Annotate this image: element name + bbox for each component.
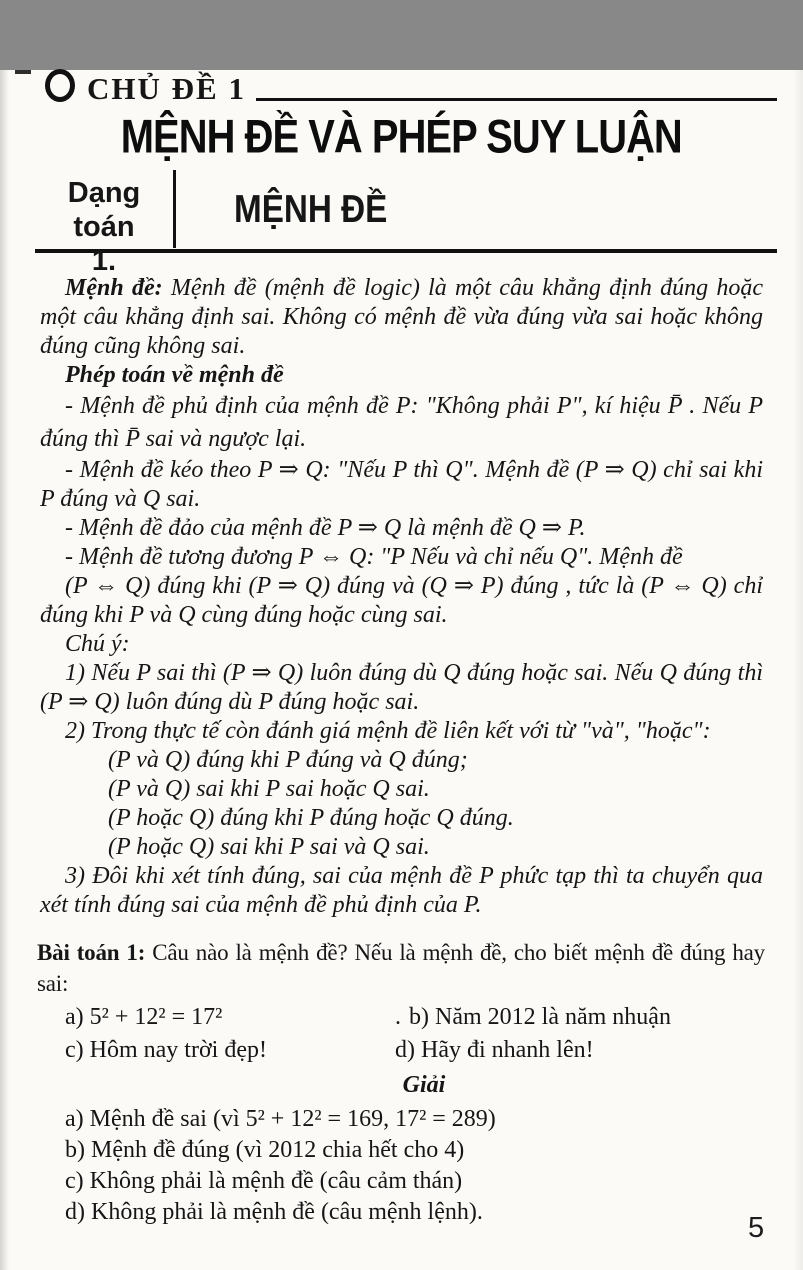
problem-type-label: Dạng toán — [67, 177, 141, 243]
chapter-underline — [256, 98, 777, 101]
problem-statement-text: Câu nào là mệnh đề? Nếu là mệnh đề, cho biết mệnh đề đúng hay sai: — [37, 940, 765, 996]
chapter-header — [45, 70, 777, 106]
solution-a: a) Mệnh đề sai (vì 5² + 12² = 169, 17² = 289) — [65, 1106, 496, 1132]
or-rule-false: (P hoặc Q) sai khi P sai và Q sai. — [108, 834, 430, 860]
textbook-page — [0, 70, 803, 1270]
solution-list — [37, 1104, 765, 1227]
equivalence-body: (P ⇔ Q) đúng khi (P ⇒ Q) đúng và (Q ⇒ P) đúng , tức là (P ⇔ Q) chỉ đúng khi P và Q cùng đúng hoặc cùng sai. — [40, 573, 763, 628]
and-rule-false: (P và Q) sai khi P sai hoặc Q sai. — [108, 776, 430, 802]
option-d: d) Hãy đi nhanh lên! — [395, 1037, 594, 1063]
option-a: a) 5² + 12² = 17² — [65, 1004, 223, 1030]
option-b-text: b) Năm 2012 là năm nhuận — [409, 1004, 671, 1030]
problem-block — [37, 937, 765, 1227]
problem-type-box — [35, 170, 173, 277]
scan-artifact-tick — [15, 70, 31, 74]
implication-paragraph: - Mệnh đề kéo theo P ⇒ Q: "Nếu P thì Q". Mệnh đề (P ⇒ Q) chỉ sai khi P đúng và Q sai. — [40, 457, 763, 512]
solution-b: b) Mệnh đề đúng (vì 2012 chia hết cho 4) — [65, 1137, 465, 1163]
chapter-bullet-icon — [45, 69, 75, 102]
option-b — [395, 1002, 765, 1033]
solution-d: d) Không phải là mệnh đề (câu mệnh lệnh). — [65, 1199, 483, 1225]
definition-label: Mệnh đề: — [65, 275, 163, 301]
problem-type-number: 1. — [91, 245, 117, 277]
section-title-text: MỆNH ĐỀ — [234, 188, 388, 231]
equivalence-intro: - Mệnh đề tương đương P ⇔ Q: "P Nếu và chỉ nếu Q". Mệnh đề — [65, 544, 683, 570]
scan-artifact-dot: . — [395, 1004, 401, 1030]
problem-options — [37, 1002, 765, 1066]
operations-heading: Phép toán về mệnh đề — [65, 362, 284, 388]
page-title — [0, 110, 803, 163]
note-2: 2) Trong thực tế còn đánh giá mệnh đề liên kết với từ "và", "hoặc": — [65, 718, 711, 744]
page-title-text: MỆNH ĐỀ VÀ PHÉP SUY LUẬN — [120, 110, 683, 163]
chapter-label: CHỦ ĐỀ 1 — [87, 71, 246, 106]
problem-label: Bài toán 1: — [37, 940, 146, 965]
section-header — [35, 170, 777, 277]
theory-block — [40, 274, 763, 920]
or-rule-true: (P hoặc Q) đúng khi P đúng hoặc Q đúng. — [108, 805, 514, 831]
note-3: 3) Đôi khi xét tính đúng, sai của mệnh đề P phức tạp thì ta chuyển qua xét tính đúng sai của mệnh đề phủ định của P. — [40, 863, 763, 918]
section-divider — [173, 170, 176, 248]
problem-statement — [37, 937, 765, 999]
note-1: 1) Nếu P sai thì (P ⇒ Q) luôn đúng dù Q đúng hoặc sai. Nếu Q đúng thì (P ⇒ Q) luôn đúng dù P đúng hoặc sai. — [40, 660, 763, 715]
definition-text: Mệnh đề (mệnh đề logic) là một câu khẳng định đúng hoặc một câu khẳng định sai. Không có mệnh đề vừa đúng vừa sai hoặc không đúng cũng không sai. — [40, 275, 763, 359]
option-c: c) Hôm nay trời đẹp! — [65, 1037, 267, 1063]
converse-paragraph: - Mệnh đề đảo của mệnh đề P ⇒ Q là mệnh đề Q ⇒ P. — [65, 515, 586, 541]
negation-paragraph: - Mệnh đề phủ định của mệnh đề P: "Không phải P", kí hiệu P̄ . Nếu P đúng thì P̄ sai và ngược lại. — [40, 393, 763, 452]
note-heading: Chú ý: — [65, 631, 130, 657]
page-number: 5 — [748, 1212, 765, 1244]
solution-c: c) Không phải là mệnh đề (câu cảm thán) — [65, 1168, 463, 1194]
definition-paragraph — [40, 274, 763, 361]
solution-heading: Giải — [402, 1072, 446, 1098]
and-rule-true: (P và Q) đúng khi P đúng và Q đúng; — [108, 747, 468, 773]
section-title — [230, 170, 391, 248]
